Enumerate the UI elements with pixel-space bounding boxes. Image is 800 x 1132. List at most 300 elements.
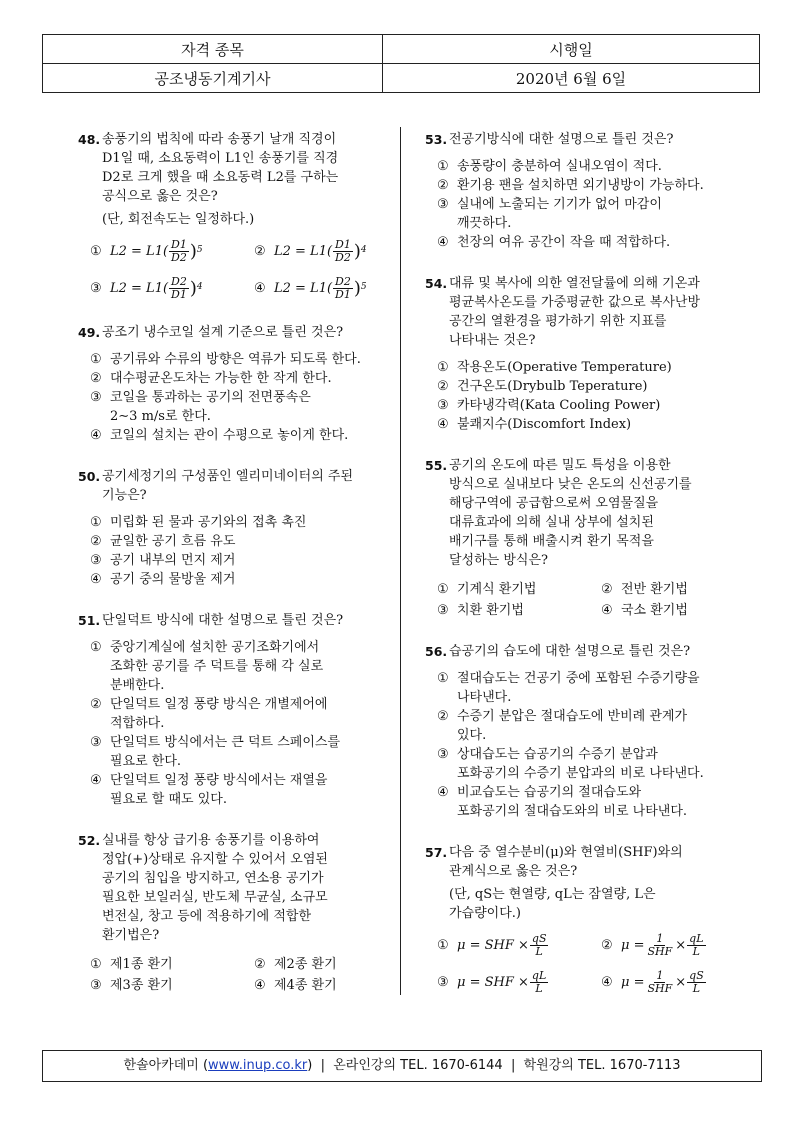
option-text-line: 대수평균온도차는 가능한 한 작게 한다. [110, 371, 332, 386]
option-item[interactable] [437, 358, 765, 377]
question-55 [425, 456, 765, 620]
option-item[interactable] [437, 707, 765, 745]
times-sign: × [675, 938, 687, 953]
question-stem [425, 456, 765, 570]
option-text-line: 포화공기의 수증기 분압과의 비로 나타낸다. [457, 766, 704, 781]
option-marker: ① [90, 515, 102, 530]
question-number: 51. [78, 613, 101, 628]
option-marker: ① [437, 159, 449, 174]
footer-separator: | [510, 1058, 516, 1073]
fraction-denominator: SHF [647, 982, 673, 995]
option-item[interactable] [437, 415, 765, 434]
option-text-line: 조화한 공기를 주 덕트를 통해 각 실로 [110, 659, 324, 674]
question-text [449, 130, 765, 149]
question-text-line: 공식으로 옳은 것은? [102, 189, 218, 204]
question-text-line: 방식으로 실내보다 낮은 온도의 신선공기를 [449, 477, 692, 492]
fraction-numerator: D1 [335, 238, 351, 251]
option-text [457, 195, 765, 233]
fraction [687, 933, 705, 958]
option-text [457, 745, 765, 783]
question-text-line: 관계식으로 옳은 것은? [449, 864, 578, 879]
question-53 [425, 130, 765, 252]
question-stem [425, 130, 765, 149]
times-sign: × [675, 975, 687, 990]
fraction-denominator: SHF [647, 945, 673, 958]
option-text: 제4종 환기 [274, 978, 337, 993]
option-text [457, 358, 765, 377]
option-text [457, 707, 765, 745]
question-text-line: 단일덕트 방식에 대한 설명으로 틀린 것은? [102, 613, 344, 628]
option-marker: ③ [437, 398, 449, 413]
fraction-denominator: D1 [171, 288, 187, 301]
option-item[interactable] [437, 669, 765, 707]
question-text-line: 환기법은? [102, 928, 160, 943]
option-text-line: 2∼3 m/s로 한다. [110, 409, 211, 424]
option-marker: ② [601, 938, 613, 953]
question-stem [425, 843, 765, 881]
fraction [645, 970, 674, 995]
option-item[interactable] [437, 157, 765, 176]
question-text-line: 습공기의 습도에 대한 설명으로 틀린 것은? [449, 644, 691, 659]
option-text-line: 포화공기의 절대습도와의 비로 나타낸다. [457, 804, 688, 819]
option-item[interactable] [90, 638, 418, 695]
option-item[interactable] [254, 276, 418, 301]
option-text-line: 있다. [457, 728, 487, 743]
option-item[interactable] [90, 695, 418, 733]
option-item[interactable] [601, 933, 765, 958]
formula-exponent: 4 [360, 245, 367, 255]
option-marker: ② [90, 371, 102, 386]
option-text: 제1종 환기 [110, 957, 173, 972]
option-marker: ③ [90, 553, 102, 568]
question-number: 56. [425, 644, 448, 659]
question-text-line: 실내를 항상 급기용 송풍기를 이용하여 [102, 833, 320, 848]
fraction-numerator: qS [531, 932, 547, 945]
question-57 [425, 843, 765, 995]
fraction-denominator: L [692, 945, 700, 958]
question-stem [78, 831, 418, 945]
options-list [425, 358, 765, 434]
option-text-line: 코일의 설치는 관이 수평으로 놓이게 한다. [110, 428, 349, 443]
option-marker: ② [437, 709, 449, 724]
question-50 [78, 467, 418, 589]
option-text-line: 균일한 공기 흐름 유도 [110, 534, 236, 549]
option-marker: ① [90, 244, 102, 259]
fraction [530, 970, 548, 995]
footer-academy: 한솔아카데미 [123, 1058, 199, 1073]
question-stem [78, 130, 418, 206]
fraction-denominator: D2 [335, 251, 351, 264]
option-marker: ② [437, 379, 449, 394]
option-item[interactable] [437, 233, 765, 252]
question-note-line: (단, 회전속도는 일정하다.) [102, 212, 255, 227]
option-item[interactable] [90, 513, 418, 532]
option-text [457, 783, 765, 821]
fraction-numerator: 1 [656, 932, 664, 945]
option-text [457, 157, 765, 176]
option-marker: ③ [90, 978, 102, 993]
fraction-numerator: qL [531, 969, 547, 982]
question-text [449, 274, 765, 350]
option-text [110, 551, 418, 570]
option-text: 치환 환기법 [457, 603, 524, 618]
option-marker: ① [90, 352, 102, 367]
fraction-denominator: D1 [335, 288, 351, 301]
option-marker: ④ [90, 773, 102, 788]
option-text [110, 733, 418, 771]
option-text-line: 천장의 여유 공간이 작을 때 적합하다. [457, 235, 671, 250]
option-marker: ④ [90, 572, 102, 587]
option-marker: ③ [90, 281, 102, 296]
question-text-line: 대류 및 복사에 의한 열전달률에 의해 기온과 [449, 276, 700, 291]
fraction-denominator: L [692, 982, 701, 995]
option-marker: ③ [437, 603, 449, 618]
option-text-line: 단일덕트 일정 풍량 방식은 개별제어에 [110, 697, 328, 712]
question-stem [78, 611, 418, 630]
option-text-line: 수증기 분압은 절대습도에 반비례 관계가 [457, 709, 688, 724]
option-text-line: 카타냉각력(Kata Cooling Power) [457, 398, 661, 413]
fraction-denominator: L [535, 982, 543, 995]
footer-online-tel: 온라인강의 TEL. 1670-6144 [333, 1058, 503, 1073]
option-item[interactable] [437, 396, 765, 415]
option-text-line: 코일을 통과하는 공기의 전면풍속은 [110, 390, 311, 405]
option-item[interactable] [437, 970, 601, 995]
fraction-numerator: 1 [656, 969, 664, 982]
option-marker: ① [437, 360, 449, 375]
option-marker: ③ [437, 975, 449, 990]
option-text-line: 공기 중의 물방울 제거 [110, 572, 236, 587]
option-marker: ③ [437, 197, 449, 212]
option-text [110, 426, 418, 445]
option-text-line: 송풍량이 충분하여 실내오염이 적다. [457, 159, 662, 174]
fraction [333, 276, 353, 301]
option-text [110, 570, 418, 589]
option-text-line: 작용온도(Operative Temperature) [457, 360, 672, 375]
option-text-line: 분배한다. [110, 678, 165, 693]
option-item[interactable] [90, 532, 418, 551]
option-item[interactable] [437, 176, 765, 195]
option-text-line: 나타낸다. [457, 690, 512, 705]
option-text: 제2종 환기 [274, 957, 337, 972]
option-item[interactable] [90, 551, 418, 570]
question-text-line: 정압(+)상태로 유지할 수 있어서 오염된 [102, 852, 328, 867]
header-date-label: 시행일 [383, 35, 760, 64]
option-text [457, 415, 765, 434]
option-text [110, 771, 418, 809]
fraction [687, 970, 706, 995]
formula [274, 276, 367, 301]
option-text-line: 단일덕트 방식에서는 큰 덕트 스페이스를 [110, 735, 341, 750]
option-text-line: 상대습도는 습공기의 수증기 분압과 [457, 747, 658, 762]
formula-lhs: μ = [621, 975, 645, 990]
question-text-line: 송풍기의 법칙에 따라 송풍기 날개 직경이 [102, 132, 337, 147]
option-item[interactable] [254, 976, 418, 995]
option-item[interactable] [601, 601, 765, 620]
question-number: 53. [425, 132, 448, 147]
option-text-line: 불쾌지수(Discomfort Index) [457, 417, 632, 432]
fraction-numerator: D2 [335, 275, 351, 288]
fraction [645, 933, 674, 958]
option-text [110, 638, 418, 695]
question-number: 49. [78, 325, 101, 340]
option-marker: ③ [437, 747, 449, 762]
option-text: 제3종 환기 [110, 978, 173, 993]
options-list [78, 638, 418, 809]
option-text-line: 단일덕트 일정 풍량 방식에서는 재열을 [110, 773, 328, 788]
right-column [425, 130, 765, 1017]
options-grid [425, 580, 765, 620]
question-text [102, 130, 418, 206]
formula-lhs: L2 = L1( [274, 244, 333, 259]
option-item[interactable] [254, 239, 418, 264]
question-text [449, 843, 765, 881]
fraction-numerator: qS [689, 969, 704, 982]
footer-offline-tel: 학원강의 TEL. 1670-7113 [523, 1058, 681, 1073]
option-text [110, 388, 418, 426]
option-item[interactable] [90, 426, 418, 445]
option-item[interactable] [90, 570, 418, 589]
header-subject-value: 공조냉동기계기사 [43, 64, 383, 93]
question-text-line: 공기의 온도에 따른 밀도 특성을 이용한 [449, 458, 671, 473]
footer-url-link[interactable]: www.inup.co.kr [208, 1058, 308, 1073]
option-marker: ② [90, 697, 102, 712]
option-text-line: 필요로 할 때도 있다. [110, 792, 227, 807]
options-list [78, 513, 418, 589]
option-marker: ① [437, 671, 449, 686]
option-text [457, 176, 765, 195]
option-item[interactable] [437, 601, 601, 620]
question-note [425, 885, 765, 923]
option-item[interactable] [254, 955, 418, 974]
question-text [102, 467, 418, 505]
header-subject-label: 자격 종목 [43, 35, 383, 64]
option-text [110, 350, 418, 369]
formula [621, 970, 707, 995]
option-text [457, 233, 765, 252]
formula [621, 933, 707, 958]
option-item[interactable] [437, 933, 601, 958]
option-text-line: 적합하다. [110, 716, 165, 731]
formula-close-paren: ) [189, 278, 197, 299]
fraction-numerator: D1 [171, 238, 187, 251]
option-marker: ④ [437, 235, 449, 250]
option-text-line: 미립화 된 물과 공기와의 접촉 촉진 [110, 515, 307, 530]
question-stem [78, 323, 418, 342]
option-text [110, 513, 418, 532]
formula [274, 239, 367, 264]
option-marker: ① [90, 640, 102, 655]
option-item[interactable] [601, 580, 765, 599]
option-marker: ① [90, 957, 102, 972]
option-item[interactable] [437, 377, 765, 396]
option-item[interactable] [437, 745, 765, 783]
formula-exponent: 4 [196, 282, 203, 292]
option-marker: ① [437, 938, 449, 953]
question-number: 52. [78, 833, 101, 848]
question-note-line: 가습량이다.) [449, 906, 521, 921]
fraction [169, 239, 189, 264]
option-item[interactable] [90, 369, 418, 388]
option-text: 전반 환기법 [621, 582, 688, 597]
option-text [457, 396, 765, 415]
option-text-line: 건구온도(Drybulb Teperature) [457, 379, 648, 394]
option-text [457, 669, 765, 707]
question-stem [78, 467, 418, 505]
option-text-line: 절대습도는 건공기 중에 포함된 수증기량을 [457, 671, 700, 686]
question-text-line: 달성하는 방식은? [449, 553, 549, 568]
question-49 [78, 323, 418, 445]
option-marker: ④ [601, 603, 613, 618]
question-text [102, 831, 418, 945]
formula-lhs: L2 = L1( [110, 244, 169, 259]
question-stem [425, 274, 765, 350]
header-date-value: 2020년 6월 6일 [383, 64, 760, 93]
question-text [449, 456, 765, 570]
formula-lhs: μ = [621, 938, 645, 953]
options-grid [78, 955, 418, 995]
fraction [333, 239, 353, 264]
question-text [449, 642, 765, 661]
question-stem [425, 642, 765, 661]
option-item[interactable] [90, 771, 418, 809]
option-text: 기계식 환기법 [457, 582, 537, 597]
formula-close-paren: ) [353, 241, 361, 262]
question-text-line: 전공기방식에 대한 설명으로 틀린 것은? [449, 132, 674, 147]
question-text-line: 배기구를 통해 배출시켜 환기 목적을 [449, 534, 654, 549]
footer: 한솔아카데미 (www.inup.co.kr) | 온라인강의 TEL. 1670-6144 | 학원강의 TEL. 1670-7113 [42, 1050, 762, 1082]
question-text [102, 323, 418, 342]
formula-exponent: 5 [360, 282, 367, 292]
option-marker: ④ [254, 281, 266, 296]
footer-separator: | [320, 1058, 325, 1073]
option-text-line: 공기류와 수류의 방향은 역류가 되도록 한다. [110, 352, 361, 367]
option-marker: ② [254, 957, 266, 972]
option-marker: ② [254, 244, 266, 259]
question-text-line: 필요한 보일러실, 반도체 무균실, 소규모 [102, 890, 328, 905]
question-text-line: 대류효과에 의해 실내 상부에 설치된 [449, 515, 654, 530]
option-text [457, 377, 765, 396]
formula [457, 970, 549, 995]
option-text [110, 695, 418, 733]
question-text-line: 공기의 침입을 방지하고, 연소용 공기가 [102, 871, 324, 886]
option-marker: ④ [437, 417, 449, 432]
question-note [78, 210, 418, 229]
question-number: 55. [425, 458, 448, 473]
options-grid [425, 933, 765, 995]
options-list [78, 350, 418, 445]
question-text-line: D1일 때, 소요동력이 L1인 송풍기를 직경 [102, 151, 339, 166]
option-marker: ④ [601, 975, 613, 990]
formula-lhs: L2 = L1( [274, 281, 333, 296]
option-marker: ③ [90, 390, 102, 405]
question-text-line: 공간의 열환경을 평가하기 위한 지표를 [449, 314, 667, 329]
question-number: 54. [425, 276, 448, 291]
question-text-line: 변전실, 창고 등에 적용하기에 적합한 [102, 909, 312, 924]
fraction-denominator: L [535, 945, 543, 958]
question-51 [78, 611, 418, 809]
option-item[interactable] [90, 733, 418, 771]
question-48 [78, 130, 418, 301]
option-item[interactable] [90, 388, 418, 426]
fraction-denominator: D2 [171, 251, 187, 264]
options-list [425, 157, 765, 252]
formula-exponent: 5 [196, 245, 203, 255]
header-table [42, 34, 760, 93]
question-text-line: D2로 크게 했을 때 소요동력 L2를 구하는 [102, 170, 339, 185]
option-marker: ② [601, 582, 613, 597]
formula-lhs: μ = SHF × [457, 938, 529, 953]
option-item[interactable] [437, 783, 765, 821]
fraction-numerator: D2 [171, 275, 187, 288]
option-text-line: 비교습도는 습공기의 절대습도와 [457, 785, 642, 800]
question-note-line: (단, qS는 현열량, qL는 잠열량, L은 [449, 887, 656, 902]
formula-close-paren: ) [353, 278, 361, 299]
option-text-line: 필요로 한다. [110, 754, 182, 769]
option-marker: ② [437, 178, 449, 193]
option-item[interactable] [90, 955, 254, 974]
question-text-line: 공조기 냉수코일 설계 기준으로 틀린 것은? [102, 325, 344, 340]
formula-lhs: μ = SHF × [457, 975, 529, 990]
question-text-line: 공기세정기의 구성품인 엘리미네이터의 주된 [102, 469, 353, 484]
left-column [78, 130, 418, 1017]
question-56 [425, 642, 765, 821]
formula-close-paren: ) [189, 241, 197, 262]
option-text-line: 공기 내부의 먼지 제거 [110, 553, 236, 568]
option-item[interactable] [90, 276, 254, 301]
question-number: 50. [78, 469, 101, 484]
question-text-line: 나타내는 것은? [449, 333, 536, 348]
question-number: 57. [425, 845, 448, 860]
option-text [110, 369, 418, 388]
option-item[interactable] [601, 970, 765, 995]
question-number: 48. [78, 132, 101, 147]
formula-lhs: L2 = L1( [110, 281, 169, 296]
fraction-numerator: qL [689, 932, 704, 945]
option-text [110, 532, 418, 551]
question-52 [78, 831, 418, 995]
option-marker: ④ [437, 785, 449, 800]
fraction [169, 276, 189, 301]
question-text-line: 해당구역에 공급함으로써 오염물질을 [449, 496, 659, 511]
option-marker: ③ [90, 735, 102, 750]
option-item[interactable] [90, 239, 254, 264]
option-marker: ④ [254, 978, 266, 993]
options-list [425, 669, 765, 821]
question-text-line: 다음 중 열수분비(μ)와 현열비(SHF)와의 [449, 845, 683, 860]
option-item[interactable] [90, 976, 254, 995]
option-text-line: 실내에 노출되는 기기가 없어 마감이 [457, 197, 662, 212]
formula [110, 239, 203, 264]
option-text-line: 중앙기계실에 설치한 공기조화기에서 [110, 640, 320, 655]
option-item[interactable] [90, 350, 418, 369]
question-text-line: 기능은? [102, 488, 147, 503]
option-marker: ④ [90, 428, 102, 443]
question-text [102, 611, 418, 630]
option-item[interactable] [437, 195, 765, 233]
question-54 [425, 274, 765, 434]
option-item[interactable] [437, 580, 601, 599]
fraction [530, 933, 549, 958]
options-grid [78, 239, 418, 301]
option-marker: ① [437, 582, 449, 597]
option-text: 국소 환기법 [621, 603, 688, 618]
formula [110, 276, 203, 301]
question-text-line: 평균복사온도를 가중평균한 값으로 복사난방 [449, 295, 700, 310]
option-marker: ② [90, 534, 102, 549]
formula [457, 933, 549, 958]
option-text-line: 환기용 팬을 설치하면 외기냉방이 가능하다. [457, 178, 704, 193]
option-text-line: 깨끗하다. [457, 216, 512, 231]
